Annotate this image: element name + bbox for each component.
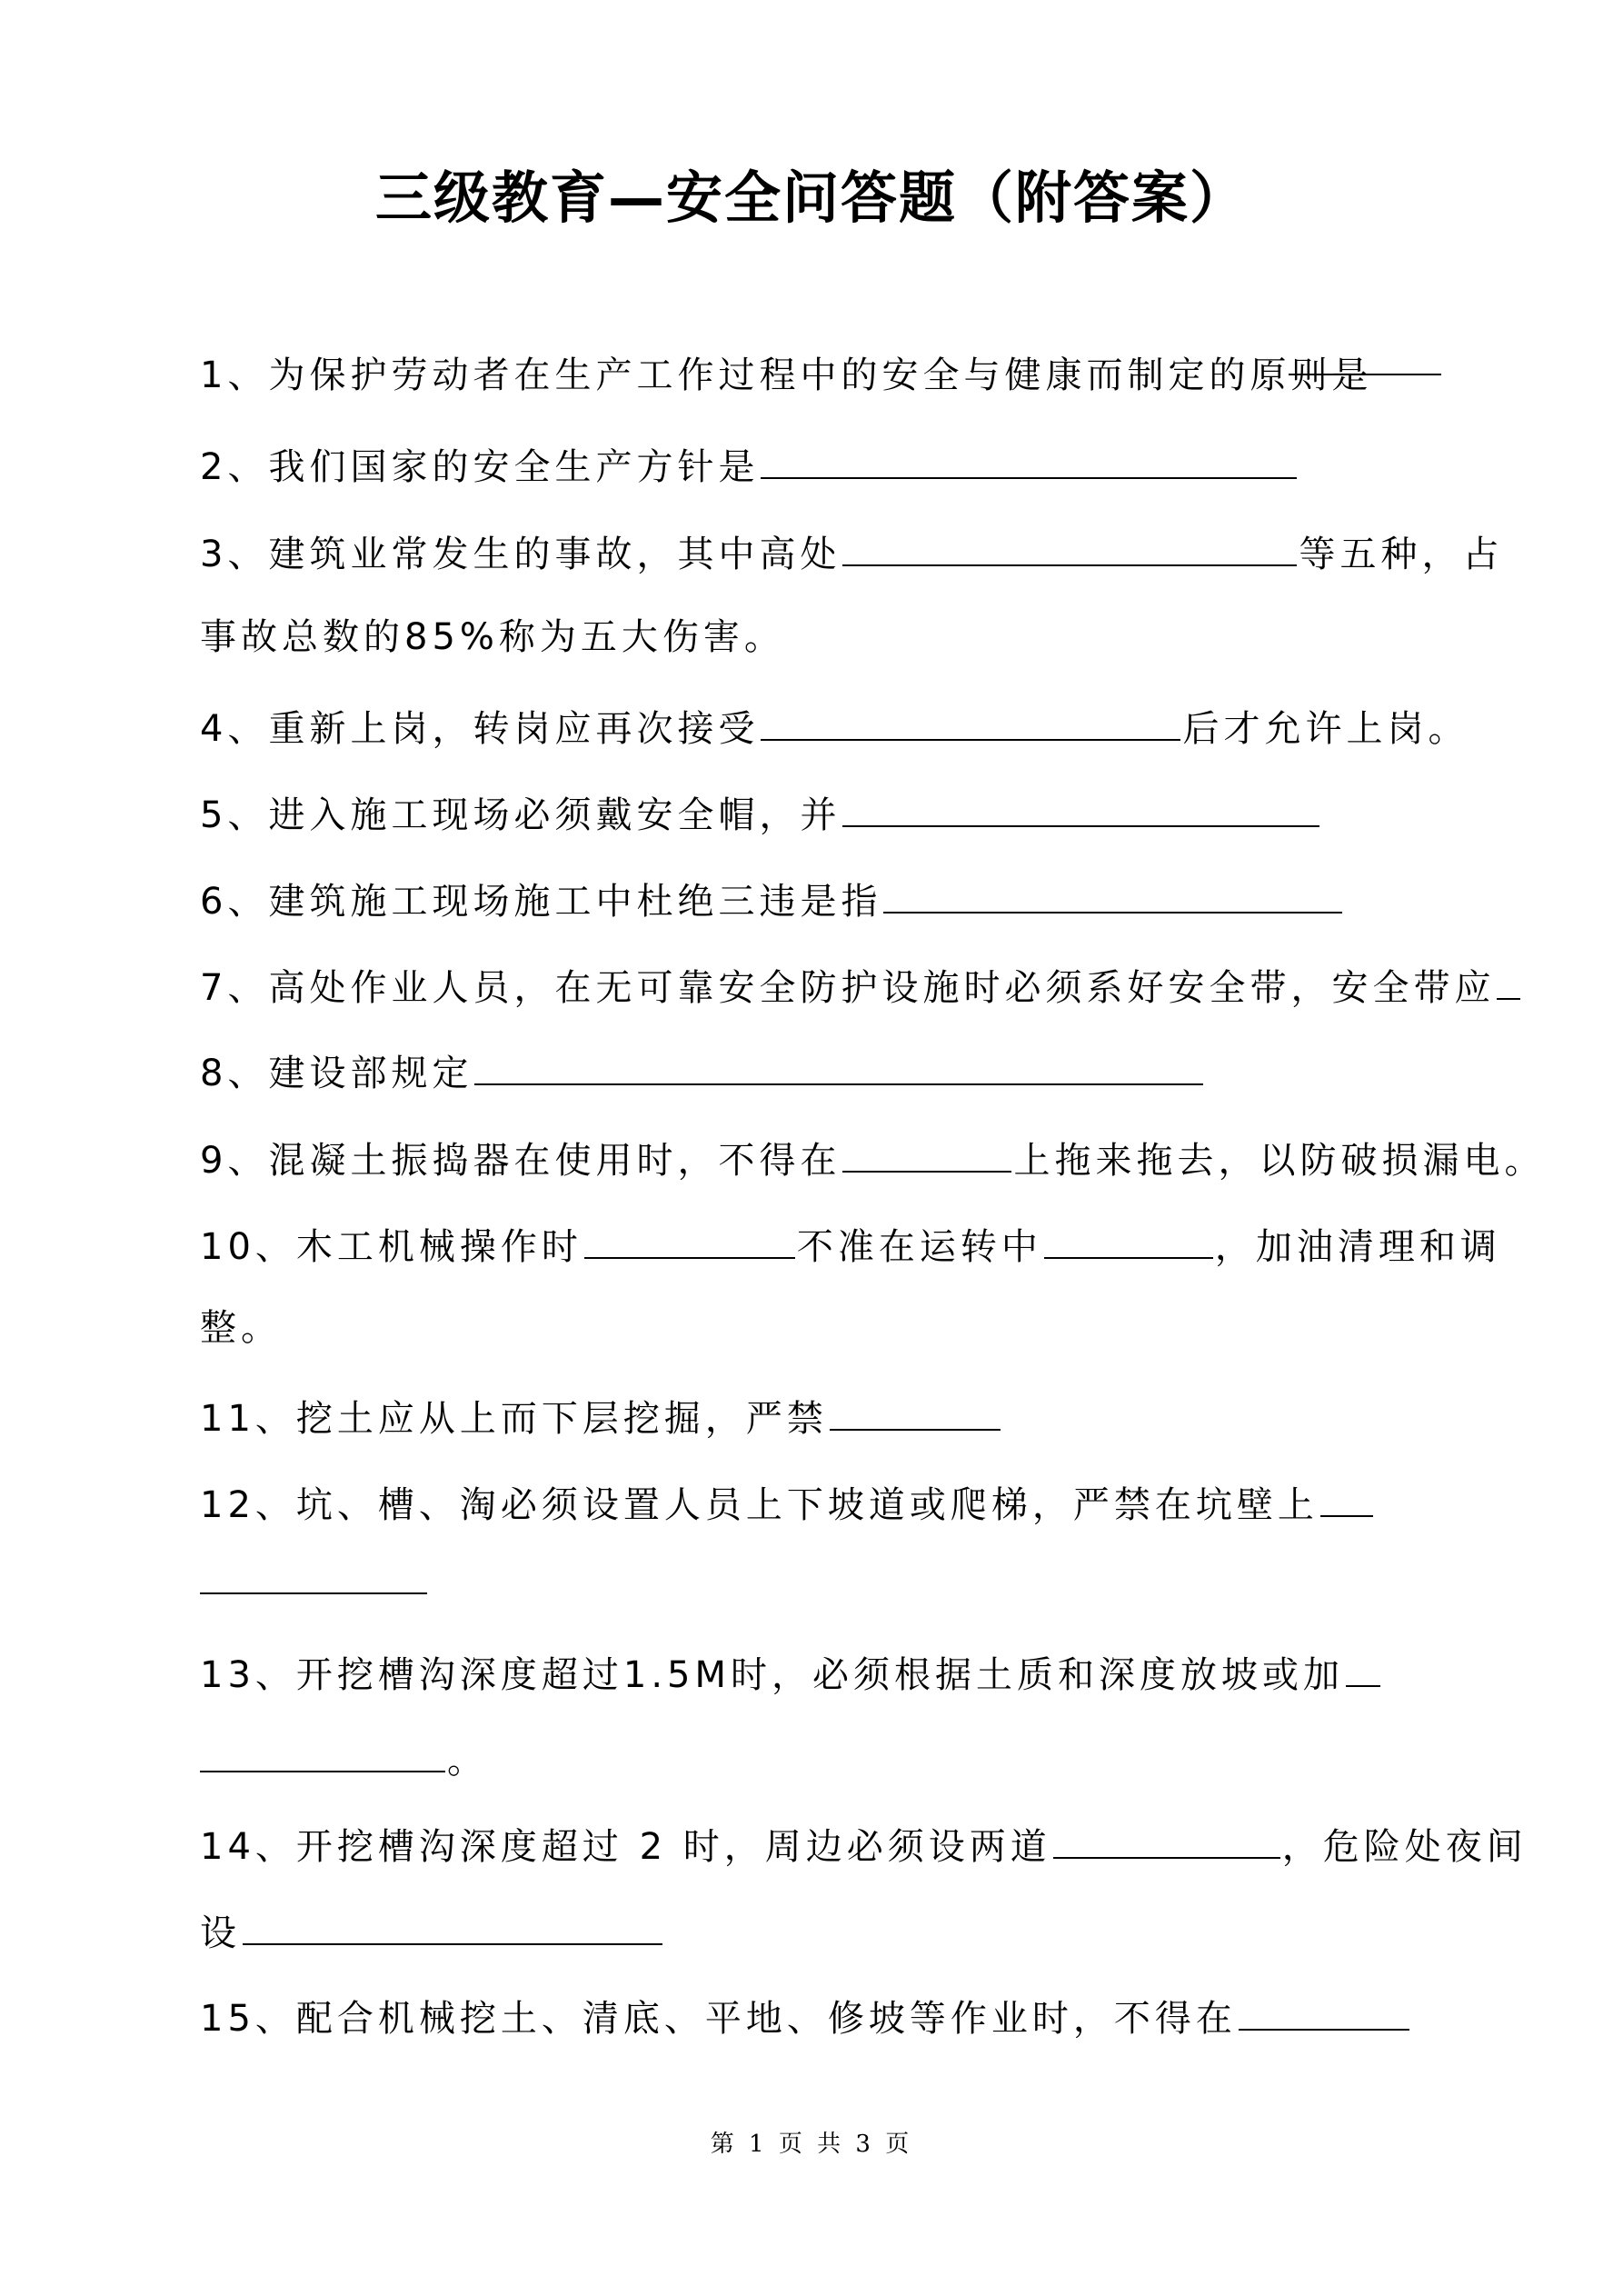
question-text: 后才允许上岗。: [1182, 708, 1469, 750]
question-text: 设: [200, 1912, 241, 1954]
answer-blank: [1497, 965, 1520, 1000]
question-1: [200, 354, 1373, 396]
question-13: [200, 1652, 1382, 1696]
question-15: [200, 1996, 1411, 2040]
answer-blank: [200, 1738, 445, 1772]
answer-blank: [1346, 1652, 1380, 1687]
answer-blank: [761, 706, 1180, 741]
question-text: ，危险处夜间: [1281, 1826, 1528, 1868]
answer-blank: [1289, 374, 1441, 375]
question-3-continuation: [200, 616, 785, 658]
answer-blank: [761, 444, 1297, 479]
question-text: 7、高处作业人员，在无可靠安全防护设施时必须系好安全带，安全带应: [200, 967, 1496, 1009]
question-text: ，加油清理和调: [1214, 1226, 1501, 1268]
question-10-continuation: [200, 1307, 282, 1349]
question-14-continuation: [200, 1911, 664, 1952]
question-6: [200, 879, 1344, 923]
question-14: [200, 1824, 1528, 1868]
question-text: 。: [447, 1740, 488, 1782]
question-text: 事故总数的85%称为五大伤害。: [200, 616, 785, 658]
question-text: 9、混凝土振捣器在使用时，不得在: [200, 1140, 841, 1182]
question-11: [200, 1396, 1002, 1440]
answer-blank: [584, 1224, 795, 1259]
question-7: [200, 965, 1522, 1009]
question-text: 6、建筑施工现场施工中杜绝三违是指: [200, 881, 882, 923]
question-text: 4、重新上岗，转岗应再次接受: [200, 708, 760, 750]
question-2: [200, 444, 1299, 488]
answer-blank: [474, 1051, 1203, 1085]
question-13-continuation: [200, 1738, 488, 1782]
question-text: 整。: [200, 1307, 282, 1349]
question-10: [200, 1224, 1501, 1268]
question-text: 等五种，占: [1299, 534, 1504, 575]
answer-blank: [200, 1592, 427, 1594]
question-text: 3、建筑业常发生的事故，其中高处: [200, 534, 841, 575]
answer-blank: [883, 879, 1342, 913]
answer-blank: [842, 532, 1297, 566]
question-text: 10、木工机械操作时: [200, 1226, 582, 1268]
question-text: 不准在运转中: [796, 1226, 1042, 1268]
question-text: 2、我们国家的安全生产方针是: [200, 446, 760, 488]
question-4: [200, 706, 1469, 750]
question-text: 11、挖土应从上而下层挖掘，严禁: [200, 1398, 828, 1440]
question-9: [200, 1138, 1546, 1182]
question-text: 1、为保护劳动者在生产工作过程中的安全与健康而制定的原则是: [200, 354, 1373, 396]
answer-blank: [243, 1911, 662, 1945]
question-text: 12、坑、槽、淘必须设置人员上下坡道或爬梯，严禁在坑壁上: [200, 1484, 1319, 1526]
question-text: 14、开挖槽沟深度超过 2 时，周边必须设两道: [200, 1826, 1051, 1868]
document-title: 三级教育—安全问答题（附答案）: [374, 165, 1248, 231]
question-text: 5、进入施工现场必须戴安全帽，并: [200, 794, 841, 836]
answer-blank: [842, 1138, 1011, 1173]
question-8: [200, 1051, 1205, 1092]
answer-blank: [1044, 1224, 1213, 1259]
question-text: 15、配合机械挖土、清底、平地、修坡等作业时，不得在: [200, 1998, 1237, 2040]
question-12: [200, 1482, 1375, 1526]
answer-blank: [1320, 1482, 1373, 1517]
answer-blank: [1239, 1996, 1409, 2031]
answer-blank: [830, 1396, 1001, 1431]
answer-blank: [842, 793, 1319, 827]
page-number-footer: 第 1 页 共 3 页: [710, 2131, 913, 2158]
question-text: 上拖来拖去，以防破损漏电。: [1013, 1140, 1546, 1182]
answer-blank: [1053, 1824, 1280, 1859]
question-3: [200, 532, 1503, 573]
question-5: [200, 793, 1321, 834]
question-text: 13、开挖槽沟深度超过1.5M时，必须根据土质和深度放坡或加: [200, 1654, 1345, 1696]
question-text: 8、建设部规定: [200, 1053, 473, 1094]
